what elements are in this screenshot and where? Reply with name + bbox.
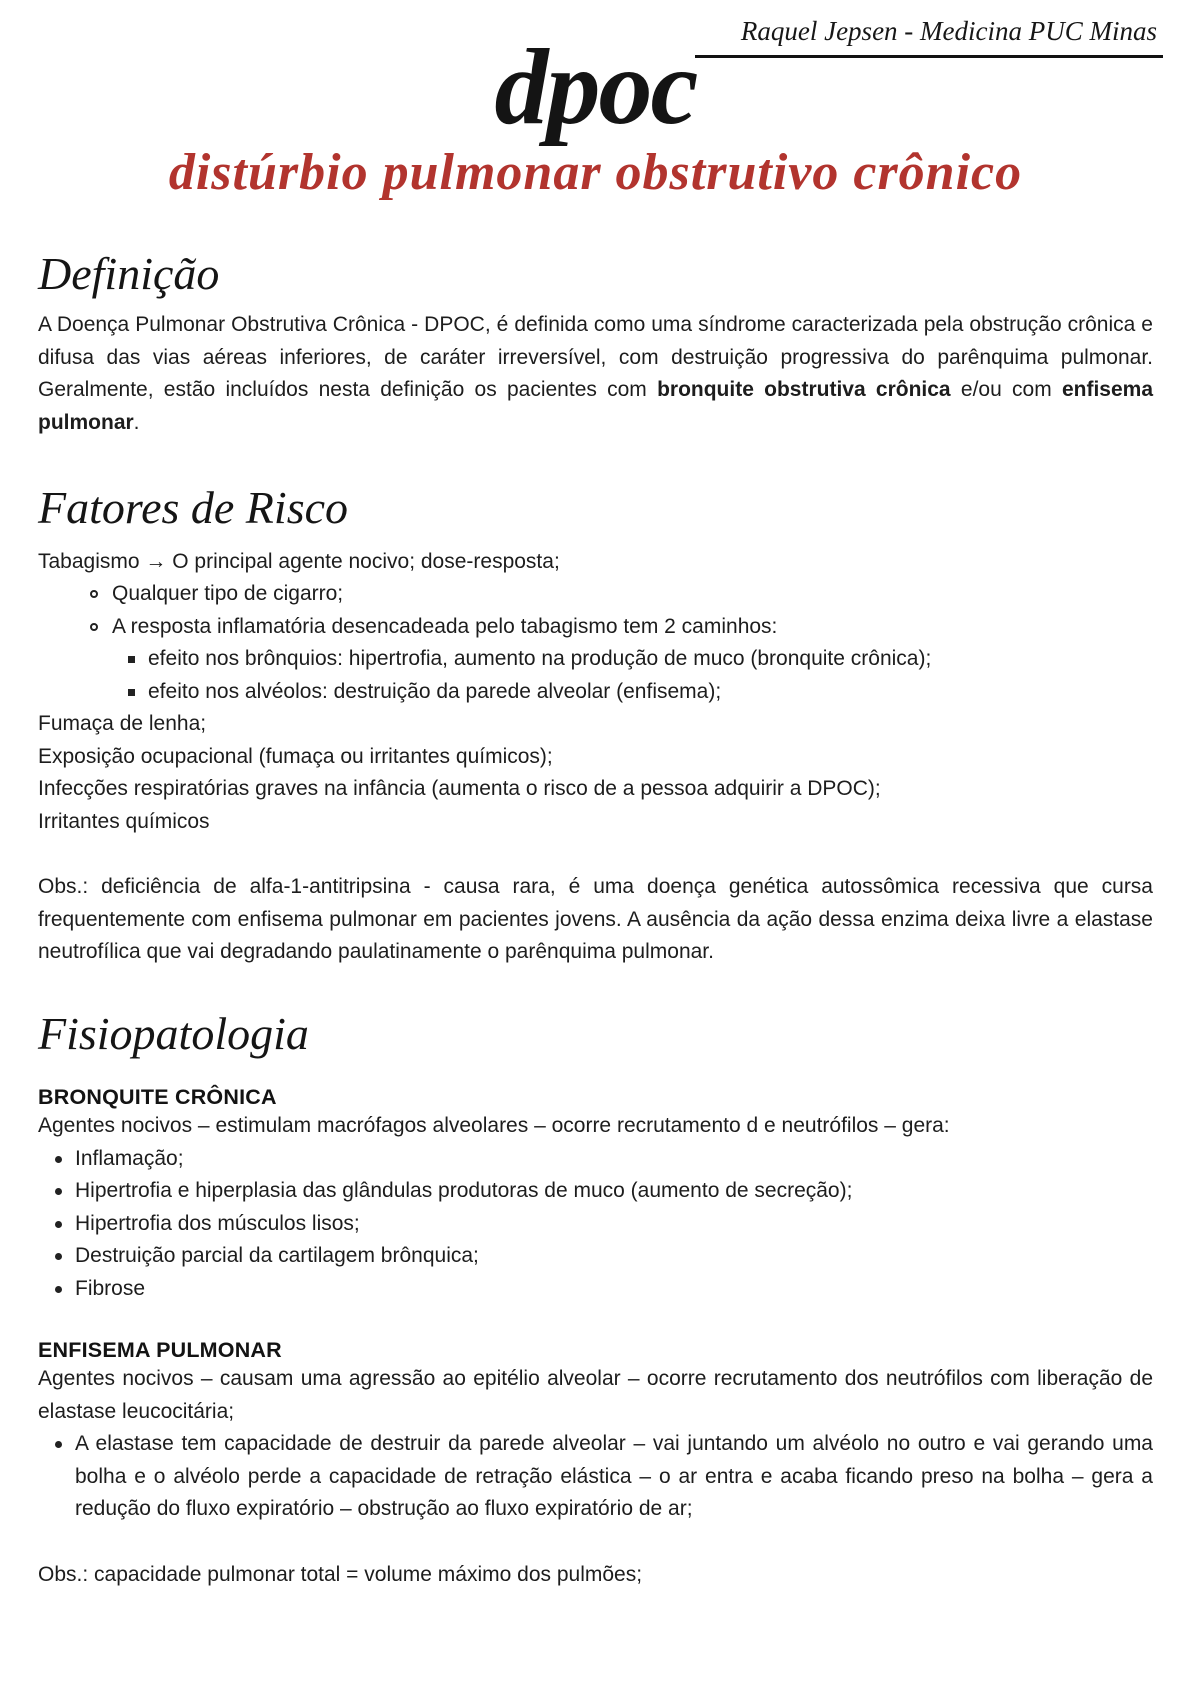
section-heading-fisiopatologia: Fisiopatologia: [38, 1007, 309, 1059]
bronquite-intro: Agentes nocivos – estimulam macrófagos alveolares – ocorre recrutamento d e neutrófilos – gera:: [38, 1114, 950, 1138]
header-credit-wrap: [695, 16, 1163, 58]
dot-bullet-icon: [55, 1188, 62, 1195]
definicao-text-3: .: [133, 410, 140, 434]
definicao-paragraph: [38, 309, 1153, 439]
subheading-bronquite: BRONQUITE CRÔNICA: [38, 1085, 277, 1110]
dot-bullet-icon: [55, 1441, 62, 1448]
definicao-text-2: e/ou com: [950, 378, 1062, 402]
final-obs: Obs.: capacidade pulmonar total = volume máximo dos pulmões;: [38, 1562, 643, 1586]
list-item: [38, 1240, 1153, 1273]
bronquite-block: [38, 1085, 1153, 1305]
enfisema-block: [38, 1338, 1153, 1526]
fatores-plain-item: Fumaça de lenha;: [38, 712, 207, 736]
list-item: [38, 1175, 1153, 1208]
fatores-obs-paragraph: Obs.: deficiência de alfa-1-antitripsina - causa rara, é uma doença genética autossômica recessiva que cursa frequentemente com enfisema pulmonar em pacientes jovens. A ausência da ação dessa enzima deixa livre a elastase neutrofílica que vai degradando paulatinamente o parênquima pulmonar.: [38, 875, 1153, 964]
subheading-enfisema: ENFISEMA PULMONAR: [38, 1338, 282, 1363]
list-item-label: Hipertrofia dos músculos lisos;: [75, 1211, 360, 1235]
list-item: [38, 1273, 1153, 1306]
fatores-plain-item: Irritantes químicos: [38, 809, 210, 833]
circle-bullet-icon: [90, 623, 98, 631]
list-item: [38, 1428, 1153, 1526]
circle-bullet-icon: [90, 590, 98, 598]
fatores-plain-item: Infecções respiratórias graves na infância (aumenta o risco de a pessoa adquirir a DPOC);: [38, 777, 881, 801]
definicao-bold-2: enfisema pulmonar: [38, 378, 1153, 434]
list-item: [38, 1208, 1153, 1241]
list-item-label: Inflamação;: [75, 1146, 184, 1170]
dot-bullet-icon: [55, 1221, 62, 1228]
list-item-label: A resposta inflamatória desencadeada pelo tabagismo tem 2 caminhos:: [112, 614, 778, 638]
definicao-text-1: A Doença Pulmonar Obstrutiva Crônica - DPOC, é definida como uma síndrome caracterizada pela obstrução crônica e difusa das vias aéreas inferiores, de caráter irreversível, com destruição progressiva do parênquima pulmonar. Geralmente, estão incluídos nesta definição os pacientes com: [38, 313, 1153, 402]
section-heading-fatores: Fatores de Risco: [38, 482, 349, 534]
list-item: [38, 1143, 1153, 1176]
list-item-label: Qualquer tipo de cigarro;: [112, 582, 344, 606]
page-title: dpoc: [494, 28, 697, 147]
list-item: [38, 676, 1153, 709]
list-item-label: efeito nos brônquios: hipertrofia, aumento na produção de muco (bronquite crônica);: [148, 647, 932, 671]
fatores-plain-item: Exposição ocupacional (fumaça ou irritantes químicos);: [38, 744, 553, 768]
list-item-label: efeito nos alvéolos: destruição da parede alveolar (enfisema);: [148, 679, 722, 703]
dot-bullet-icon: [55, 1253, 62, 1260]
definicao-bold-1: bronquite obstrutiva crônica: [657, 378, 951, 402]
page-subtitle: distúrbio pulmonar obstrutivo crônico: [168, 144, 1023, 201]
list-item-label: Destruição parcial da cartilagem brônquica;: [75, 1244, 479, 1268]
list-item: [38, 643, 1153, 676]
list-item-label: Fibrose: [75, 1276, 146, 1300]
author-credit: Raquel Jepsen - Medicina PUC Minas: [695, 16, 1163, 58]
list-item: [38, 611, 1153, 644]
section-heading-definicao: Definição: [38, 247, 220, 299]
dot-bullet-icon: [55, 1156, 62, 1163]
dot-bullet-icon: [55, 1286, 62, 1293]
enfisema-intro: Agentes nocivos – causam uma agressão ao epitélio alveolar – ocorre recrutamento dos neutrófilos com liberação de elastase leucocitária;: [38, 1367, 1153, 1423]
list-item-label: A elastase tem capacidade de destruir da parede alveolar – vai juntando um alvéolo no outro e vai gerando uma bolha e o alvéolo perde a capacidade de retração elástica – o ar entra e acaba ficando preso na bolha – gera a redução do fluxo expiratório – obstrução ao fluxo expiratório de ar;: [75, 1432, 1153, 1521]
document-content: [0, 249, 1191, 1592]
list-item-label: Hipertrofia e hiperplasia das glândulas produtoras de muco (aumento de secreção);: [75, 1179, 853, 1203]
fatores-lead: Tabagismo → O principal agente nocivo; dose-resposta;: [38, 549, 560, 573]
square-bullet-icon: [128, 656, 135, 663]
list-item: [38, 578, 1153, 611]
square-bullet-icon: [128, 689, 135, 696]
